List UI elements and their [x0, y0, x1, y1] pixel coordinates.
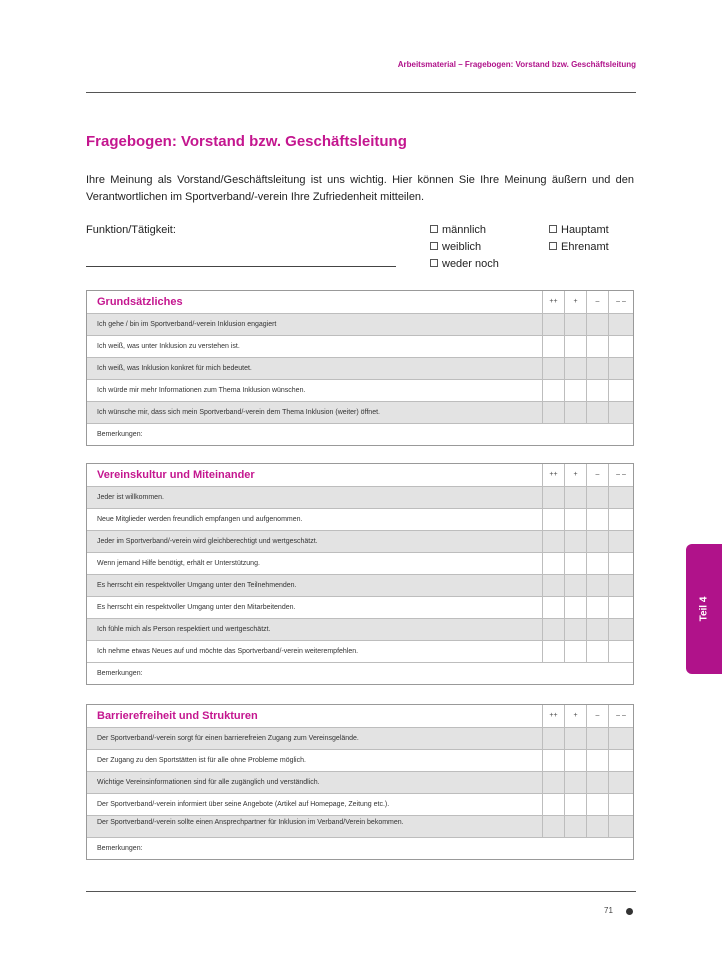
checkbox-label: weiblich — [442, 241, 482, 253]
question-row — [87, 749, 633, 771]
intro-paragraph: Ihre Meinung als Vorstand/Geschäftsleitung ist uns wichtig. Hier können Sie Ihre Meinung äußern und den Verantwortlichen im Sportverband/-verein Ihre Zufriedenheit mitteilen. — [86, 174, 634, 203]
checkbox-box[interactable] — [430, 225, 438, 233]
question-text: Ich würde mir mehr Informationen zum Thema Inklusion wünschen. — [97, 387, 306, 394]
question-row — [87, 379, 633, 401]
scale-header-minusminus: – – — [608, 464, 633, 486]
rating-cell[interactable] — [608, 750, 633, 771]
section-header — [87, 464, 633, 486]
question-text: Der Sportverband/-verein sorgt für einen barrierefreien Zugang zum Vereinsgelände. — [97, 735, 359, 742]
page-number: 71 — [604, 906, 613, 915]
checkbox-box[interactable] — [549, 242, 557, 250]
checkbox-label: Ehrenamt — [561, 241, 609, 253]
checkbox-weder-noch[interactable] — [430, 258, 499, 270]
question-text: Ich nehme etwas Neues auf und möchte das Sportverband/-verein weiterempfehlen. — [97, 648, 359, 655]
rating-cell[interactable] — [586, 314, 608, 335]
question-row — [87, 335, 633, 357]
rating-cell[interactable] — [542, 509, 564, 530]
rating-cell[interactable] — [586, 358, 608, 379]
rating-cell[interactable] — [564, 531, 586, 552]
rating-cell[interactable] — [564, 314, 586, 335]
rating-cell[interactable] — [542, 575, 564, 596]
bottom-divider — [86, 891, 636, 892]
rating-cell[interactable] — [586, 619, 608, 640]
question-row — [87, 552, 633, 574]
rating-cell[interactable] — [564, 553, 586, 574]
rating-cell[interactable] — [564, 575, 586, 596]
question-row — [87, 727, 633, 749]
rating-cell[interactable] — [608, 728, 633, 749]
rating-cell[interactable] — [564, 794, 586, 815]
scale-header-minusminus: – – — [608, 705, 633, 727]
remarks-field[interactable]: Bemerkungen: — [87, 837, 633, 859]
checkbox-label: männlich — [442, 224, 487, 236]
rating-cell[interactable] — [542, 531, 564, 552]
question-row — [87, 640, 633, 662]
question-row — [87, 508, 633, 530]
question-text: Der Zugang zu den Sportstätten ist für alle ohne Probleme möglich. — [97, 757, 306, 764]
rating-cell[interactable] — [564, 728, 586, 749]
scale-header-minusminus: – – — [608, 291, 633, 313]
scale-header-minus: – — [586, 464, 608, 486]
rating-cell[interactable] — [564, 487, 586, 508]
section-header — [87, 705, 633, 727]
page-title: Fragebogen: Vorstand bzw. Geschäftsleitung — [86, 133, 407, 150]
rating-cell[interactable] — [608, 314, 633, 335]
checkbox-maennlich[interactable] — [430, 224, 486, 236]
rating-cell[interactable] — [542, 553, 564, 574]
rating-cell[interactable] — [608, 794, 633, 815]
rating-cell[interactable] — [542, 402, 564, 423]
remarks-field[interactable]: Bemerkungen: — [87, 662, 633, 684]
rating-cell[interactable] — [586, 597, 608, 618]
rating-cell[interactable] — [564, 772, 586, 793]
question-row — [87, 401, 633, 423]
rating-cell[interactable] — [542, 336, 564, 357]
rating-cell[interactable] — [542, 380, 564, 401]
section-title: Vereinskultur und Miteinander — [97, 469, 255, 481]
scale-header-plus: + — [564, 464, 586, 486]
rating-cell[interactable] — [608, 487, 633, 508]
rating-cell[interactable] — [542, 750, 564, 771]
rating-cell[interactable] — [542, 487, 564, 508]
question-text: Jeder im Sportverband/-verein wird gleichberechtigt und wertgeschätzt. — [97, 538, 318, 545]
question-text: Neue Mitglieder werden freundlich empfangen und aufgenommen. — [97, 516, 303, 523]
rating-cell[interactable] — [564, 402, 586, 423]
question-text: Ich fühle mich als Person respektiert und wertgeschätzt. — [97, 626, 271, 633]
question-row — [87, 793, 633, 815]
section-title: Barrierefreiheit und Strukturen — [97, 710, 258, 722]
scale-header-plusplus: ++ — [542, 705, 564, 727]
rating-cell[interactable] — [542, 314, 564, 335]
scale-header-plusplus: ++ — [542, 291, 564, 313]
scale-header-minus: – — [586, 705, 608, 727]
section-title: Grundsätzliches — [97, 296, 183, 308]
question-text: Ich gehe / bin im Sportverband/-verein Inklusion engagiert — [97, 321, 277, 328]
question-row — [87, 357, 633, 379]
rating-cell[interactable] — [586, 750, 608, 771]
rating-cell[interactable] — [586, 728, 608, 749]
rating-cell[interactable] — [586, 531, 608, 552]
rating-cell[interactable] — [608, 816, 633, 837]
checkbox-label: weder noch — [442, 258, 499, 270]
rating-cell[interactable] — [608, 641, 633, 662]
rating-cell[interactable] — [586, 380, 608, 401]
function-input-line[interactable] — [86, 266, 396, 267]
rating-cell[interactable] — [542, 772, 564, 793]
rating-cell[interactable] — [564, 619, 586, 640]
question-row — [87, 815, 633, 837]
section-vereinskultur — [86, 463, 634, 685]
rating-cell[interactable] — [586, 794, 608, 815]
rating-cell[interactable] — [586, 816, 608, 837]
question-text: Es herrscht ein respektvoller Umgang unter den Teilnehmenden. — [97, 582, 297, 589]
question-row — [87, 618, 633, 640]
scale-header-plusplus: ++ — [542, 464, 564, 486]
rating-cell[interactable] — [564, 509, 586, 530]
rating-cell[interactable] — [608, 358, 633, 379]
rating-cell[interactable] — [564, 750, 586, 771]
scale-header-minus: – — [586, 291, 608, 313]
checkbox-hauptamt[interactable] — [549, 224, 609, 236]
rating-cell[interactable] — [608, 336, 633, 357]
question-row — [87, 530, 633, 552]
rating-cell[interactable] — [608, 402, 633, 423]
question-text: Der Sportverband/-verein informiert über seine Angebote (Artikel auf Homepage, Zeitung etc.). — [97, 801, 390, 808]
rating-cell[interactable] — [586, 772, 608, 793]
rating-cell[interactable] — [586, 402, 608, 423]
question-text: Ich weiß, was unter Inklusion zu verstehen ist. — [97, 343, 240, 350]
rating-cell[interactable] — [542, 358, 564, 379]
checkbox-label: Hauptamt — [561, 224, 609, 236]
rating-cell[interactable] — [564, 641, 586, 662]
rating-cell[interactable] — [608, 575, 633, 596]
section-header — [87, 291, 633, 313]
checkbox-box[interactable] — [430, 242, 438, 250]
question-row — [87, 596, 633, 618]
rating-cell[interactable] — [542, 597, 564, 618]
section-barrierefreiheit — [86, 704, 634, 860]
question-text: Der Sportverband/-verein sollte einen Ansprechpartner für Inklusion im Verband/Verein bekommen. — [97, 819, 404, 826]
rating-cell[interactable] — [542, 816, 564, 837]
question-row — [87, 313, 633, 335]
question-text: Ich wünsche mir, dass sich mein Sportverband/-verein dem Thema Inklusion (weiter) öffnet. — [97, 409, 380, 416]
rating-cell[interactable] — [586, 487, 608, 508]
remarks-field[interactable]: Bemerkungen: — [87, 423, 633, 445]
question-text: Es herrscht ein respektvoller Umgang unter den Mitarbeitenden. — [97, 604, 296, 611]
checkbox-box[interactable] — [430, 259, 438, 267]
rating-cell[interactable] — [586, 336, 608, 357]
checkbox-weiblich[interactable] — [430, 241, 481, 253]
rating-cell[interactable] — [564, 336, 586, 357]
rating-cell[interactable] — [586, 509, 608, 530]
rating-cell[interactable] — [586, 575, 608, 596]
section-grundsaetzliches — [86, 290, 634, 446]
question-row — [87, 771, 633, 793]
function-label: Funktion/Tätigkeit: — [86, 224, 176, 236]
rating-cell[interactable] — [608, 619, 633, 640]
checkbox-box[interactable] — [549, 225, 557, 233]
question-text: Wichtige Vereinsinformationen sind für alle zugänglich und verständlich. — [97, 779, 320, 786]
question-row — [87, 574, 633, 596]
rating-cell[interactable] — [542, 794, 564, 815]
question-row — [87, 486, 633, 508]
page-dot-icon — [626, 908, 633, 915]
chapter-side-tab — [686, 544, 722, 674]
rating-cell[interactable] — [564, 597, 586, 618]
side-tab-label: Teil 4 — [698, 596, 710, 622]
scale-header-plus: + — [564, 705, 586, 727]
rating-cell[interactable] — [608, 531, 633, 552]
rating-cell[interactable] — [586, 641, 608, 662]
rating-cell[interactable] — [608, 553, 633, 574]
rating-cell[interactable] — [564, 816, 586, 837]
scale-header-plus: + — [564, 291, 586, 313]
rating-cell[interactable] — [608, 772, 633, 793]
rating-cell[interactable] — [564, 358, 586, 379]
question-text: Jeder ist willkommen. — [97, 494, 164, 501]
question-text: Ich weiß, was Inklusion konkret für mich bedeutet. — [97, 365, 252, 372]
rating-cell[interactable] — [608, 509, 633, 530]
checkbox-ehrenamt[interactable] — [549, 241, 609, 253]
rating-cell[interactable] — [542, 619, 564, 640]
rating-cell[interactable] — [586, 553, 608, 574]
question-text: Wenn jemand Hilfe benötigt, erhält er Unterstützung. — [97, 560, 260, 567]
rating-cell[interactable] — [542, 728, 564, 749]
rating-cell[interactable] — [542, 641, 564, 662]
top-divider — [86, 92, 636, 93]
rating-cell[interactable] — [608, 380, 633, 401]
rating-cell[interactable] — [564, 380, 586, 401]
rating-cell[interactable] — [608, 597, 633, 618]
running-head: Arbeitsmaterial – Fragebogen: Vorstand bzw. Geschäftsleitung — [397, 60, 636, 69]
